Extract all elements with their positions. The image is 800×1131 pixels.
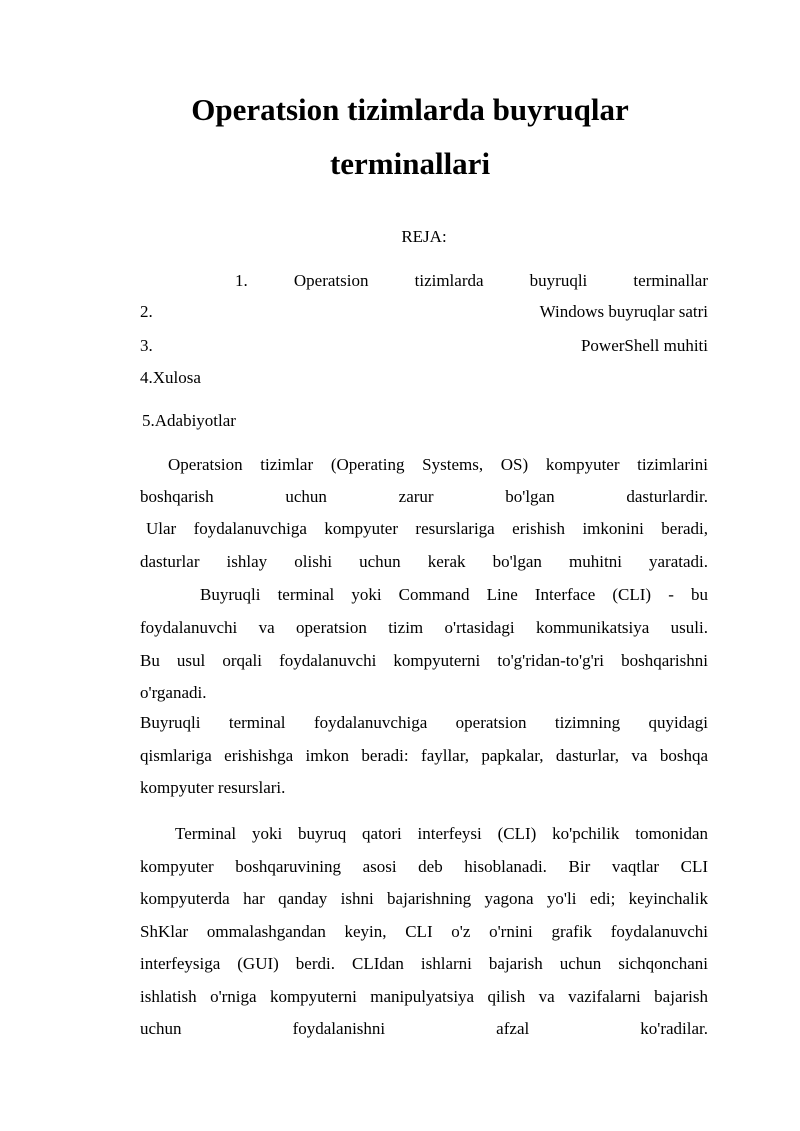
- document-title-line1: Operatsion tizimlarda buyruqlar: [191, 92, 629, 127]
- body-line: interfeysiga (GUI) berdi. CLIdan ishlarni bajarish uchun sichqonchani: [140, 954, 708, 973]
- body-line: ShKlar ommalashgandan keyin, CLI o'z o'rnini grafik foydalanuvchi: [140, 922, 708, 941]
- plan-item-2-text: Windows buyruqlar satri: [539, 302, 708, 321]
- body-line: kompyuter boshqaruvining asosi deb hisoblanadi. Bir vaqtlar CLI: [140, 857, 708, 876]
- plan-item-3-text: PowerShell muhiti: [580, 336, 708, 355]
- body-line: Buyruqli terminal foydalanuvchiga operatsion tizimning quyidagi: [140, 713, 708, 732]
- body-line: kompyuter resurslari.: [140, 778, 286, 797]
- body-line: Terminal yoki buyruq qatori interfeysi (CLI) ko'pchilik tomonidan: [175, 824, 708, 843]
- body-line: o'rganadi.: [140, 683, 207, 702]
- plan-item-2: [140, 302, 708, 322]
- body-line: foydalanuvchi va operatsion tizim o'rtasidagi kommunikatsiya usuli.: [140, 618, 708, 637]
- body-line: qismlariga erishishga imkon beradi: fayllar, papkalar, dasturlar, va boshqa: [140, 746, 708, 765]
- body-line: boshqarish uchun zarur bo'lgan dasturlardir.: [140, 487, 708, 506]
- body-line: Buyruqli terminal yoki Command Line Interface (CLI) - bu: [200, 585, 708, 604]
- plan-heading: REJA:: [401, 227, 447, 246]
- plan-item-3-number: 3.: [140, 336, 153, 355]
- plan-item-5: 5.Adabiyotlar: [142, 411, 236, 430]
- body-line: kompyuterda har qanday ishni bajarishning yagona yo'li edi; keyinchalik: [140, 889, 708, 908]
- plan-item-3: [140, 336, 708, 356]
- plan-item-4: 4.Xulosa: [140, 368, 201, 387]
- document-title-line2: terminallari: [329, 146, 491, 181]
- plan-item-2-number: 2.: [140, 302, 153, 321]
- body-line: uchun foydalanishni afzal ko'radilar.: [140, 1019, 708, 1038]
- body-line: ishlatish o'rniga kompyuterni manipulyatsiya qilish va vazifalarni bajarish: [140, 987, 708, 1006]
- body-line: Bu usul orqali foydalanuvchi kompyuterni to'g'ridan-to'g'ri boshqarishni: [140, 651, 708, 670]
- body-line: dasturlar ishlay olishi uchun kerak bo'lgan muhitni yaratadi.: [140, 552, 708, 571]
- body-line: Operatsion tizimlar (Operating Systems, OS) kompyuter tizimlarini: [168, 455, 708, 474]
- body-line: Ular foydalanuvchiga kompyuter resurslariga erishish imkonini beradi,: [146, 519, 708, 538]
- plan-item-1: 1. Operatsion tizimlarda buyruqli terminallar: [235, 271, 708, 290]
